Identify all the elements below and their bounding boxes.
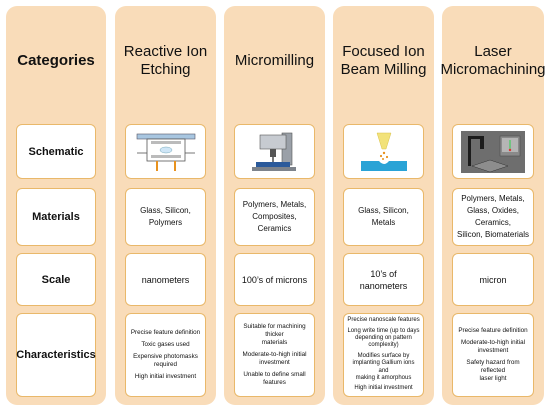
fib-characteristic: Modifies surface by implanting Gallium ions and making it amorphous [352, 352, 415, 382]
rie-scale-cell [125, 253, 206, 306]
laser-scale: micron [479, 274, 507, 285]
laser-materials-cell [452, 188, 534, 246]
rie-materials: Glass, Silicon, Polymers [140, 206, 191, 227]
laser-column [442, 6, 544, 405]
micromilling-header: Micromilling [234, 52, 315, 69]
row-label-scale: Scale [41, 273, 71, 286]
micromilling-characteristic: Unable to define small features [243, 371, 306, 386]
fib-schematic-cell [343, 124, 424, 179]
micromilling-characteristics-cell [234, 313, 315, 397]
micromilling-schematic-cell [234, 124, 315, 179]
laser-scale-cell [452, 253, 534, 306]
fib-materials-cell [343, 188, 424, 246]
fib-header: Focused Ion Beam Milling [340, 43, 427, 78]
fib-scale: 10’s of nanometers [359, 268, 408, 291]
rie-column [115, 6, 216, 405]
rie-schematic-cell [125, 124, 206, 179]
rie-characteristics-cell [125, 313, 206, 397]
row-label-schematic-cell [16, 124, 96, 179]
micromilling-materials: Polymers, Metals, Composites, Ceramics [242, 200, 307, 233]
laser-characteristics-cell [452, 313, 534, 397]
rie-header: Reactive Ion Etching [123, 43, 208, 78]
row-label-scale-cell [16, 253, 96, 306]
laser-characteristic: Safety hazard from reflected laser light [466, 359, 520, 382]
micromilling-scale-cell [234, 253, 315, 306]
laser-materials: Polymers, Metals, Glass, Oxides, Ceramics, Silicon, Biomaterials [456, 194, 530, 239]
rie-characteristic: Precise feature definition [130, 329, 201, 336]
milling-machine-icon [248, 131, 302, 173]
rie-characteristic: High initial investment [134, 373, 197, 380]
fib-characteristics-cell [343, 313, 424, 397]
micromilling-scale: 100’s of microns [241, 274, 308, 285]
ion-beam-icon [357, 131, 411, 173]
fib-characteristic: Long write time (up to days depending on pattern complexity) [347, 327, 420, 349]
fib-characteristic: Precise nanoscale features [347, 317, 420, 324]
row-label-materials: Materials [32, 211, 80, 223]
fib-scale-cell [343, 253, 424, 306]
micromilling-characteristic: Suitable for machining thicker materials [243, 323, 306, 346]
laser-schematic-cell [452, 124, 534, 179]
categories-header: Categories [17, 52, 95, 69]
laser-characteristic: Moderate-to-high initial investment [460, 339, 526, 354]
row-label-characteristics-cell [16, 313, 96, 397]
laser-system-icon [460, 130, 526, 174]
micromilling-column [224, 6, 325, 405]
rie-chamber-icon [135, 131, 197, 173]
rie-characteristic: Expensive photomasks required [133, 353, 198, 368]
micromilling-materials-cell [234, 188, 315, 246]
rie-scale: nanometers [141, 274, 190, 285]
fib-column [333, 6, 434, 405]
row-label-characteristics: Characteristics [16, 349, 96, 361]
laser-characteristic: Precise feature definition [458, 327, 528, 334]
rie-materials-cell [125, 188, 206, 246]
rie-characteristic: Toxic gases used [141, 341, 190, 348]
micromilling-characteristic: Moderate-to-high initial investment [242, 351, 307, 366]
fib-characteristic: High initial investment [354, 385, 413, 392]
categories-column [6, 6, 106, 405]
laser-header: Laser Micromachining [440, 43, 546, 78]
row-label-schematic: Schematic [28, 145, 84, 158]
fib-materials: Glass, Silicon, Metals [358, 206, 409, 227]
row-label-materials-cell [16, 188, 96, 246]
